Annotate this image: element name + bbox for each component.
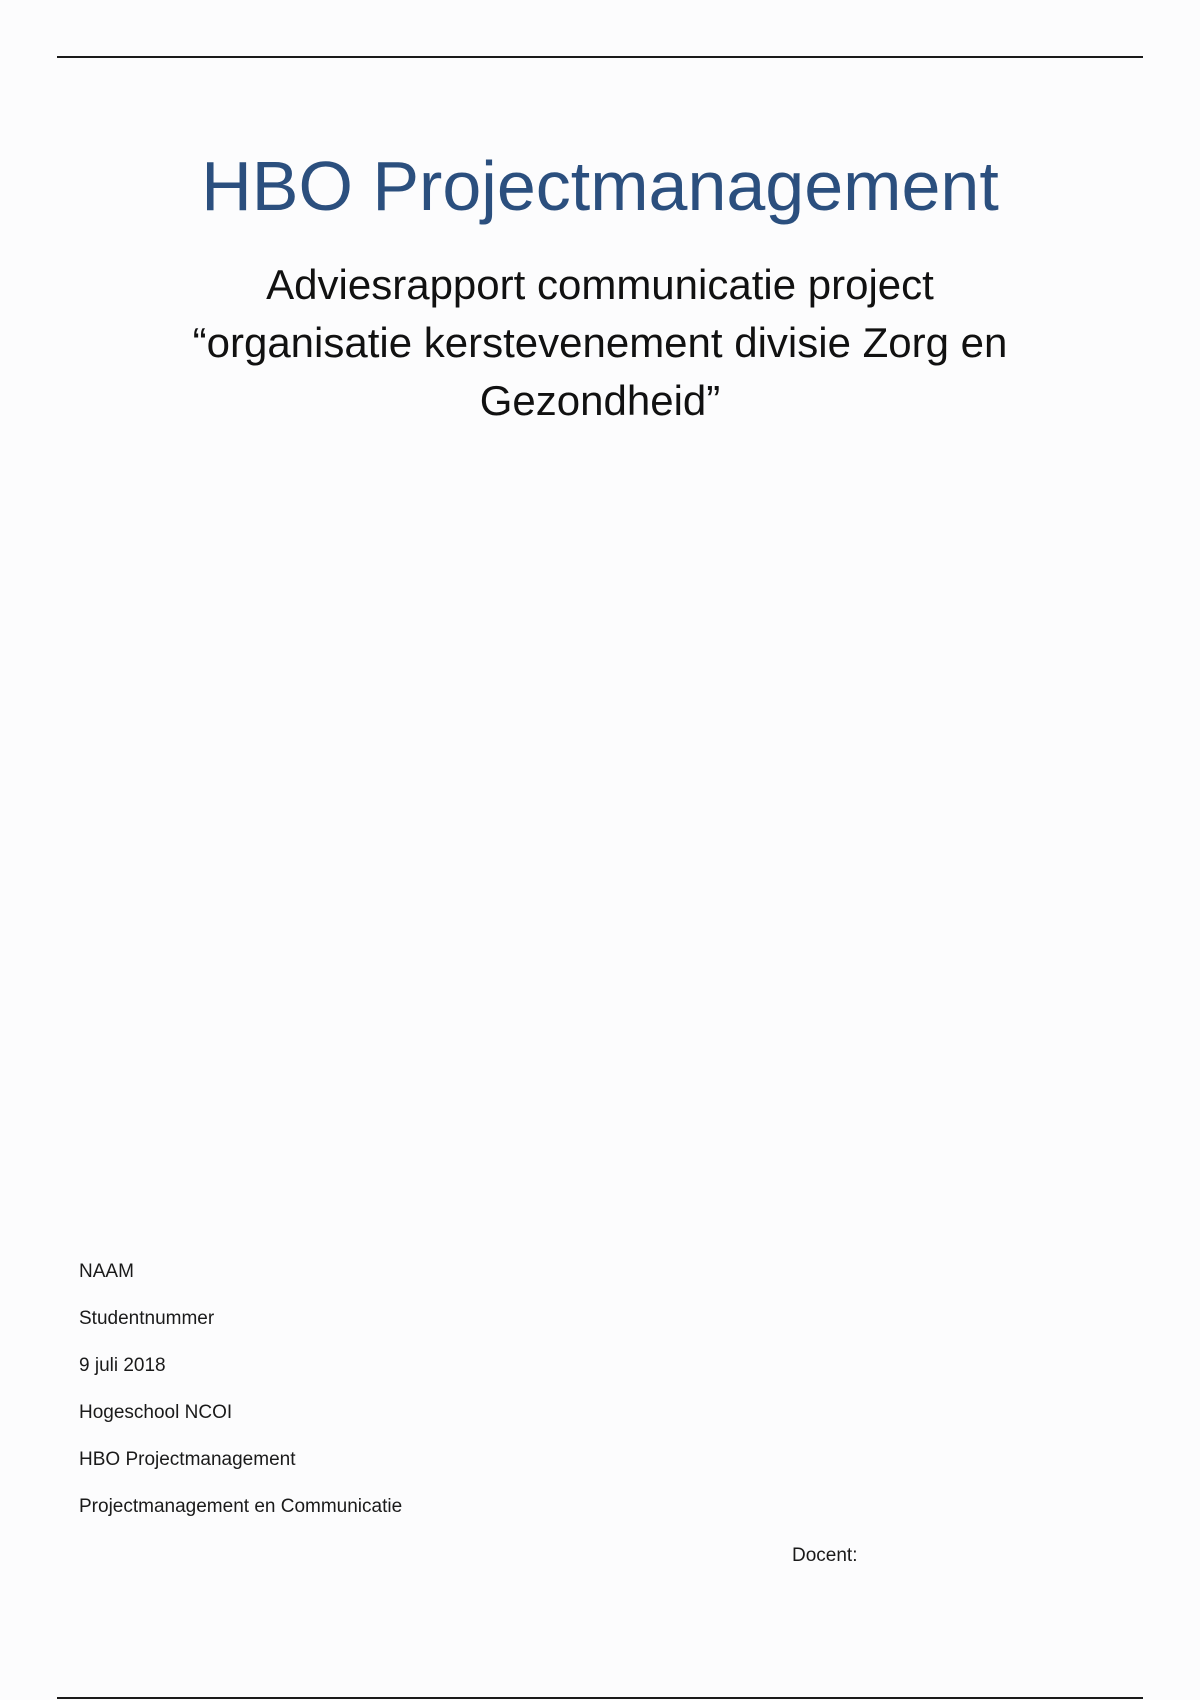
docent-label: Docent: [792,1545,858,1566]
student-number: Studentnummer [79,1308,215,1329]
document-title: HBO Projectmanagement [201,147,999,225]
program-name: HBO Projectmanagement [79,1449,296,1470]
top-rule [57,56,1143,58]
author-name: NAAM [79,1261,134,1282]
subtitle-line-1: Adviesrapport communicatie project [266,261,934,308]
bottom-rule [57,1697,1143,1699]
author-info-block [79,1259,402,1541]
document-date: 9 juli 2018 [79,1355,166,1376]
school-name: Hogeschool NCOI [79,1402,233,1423]
course-name: Projectmanagement en Communicatie [79,1496,403,1517]
subtitle-line-2: “organisatie kerstevenement divisie Zorg en [192,319,1008,366]
document-subtitle [150,256,1050,430]
subtitle-line-3: Gezondheid” [479,377,721,424]
